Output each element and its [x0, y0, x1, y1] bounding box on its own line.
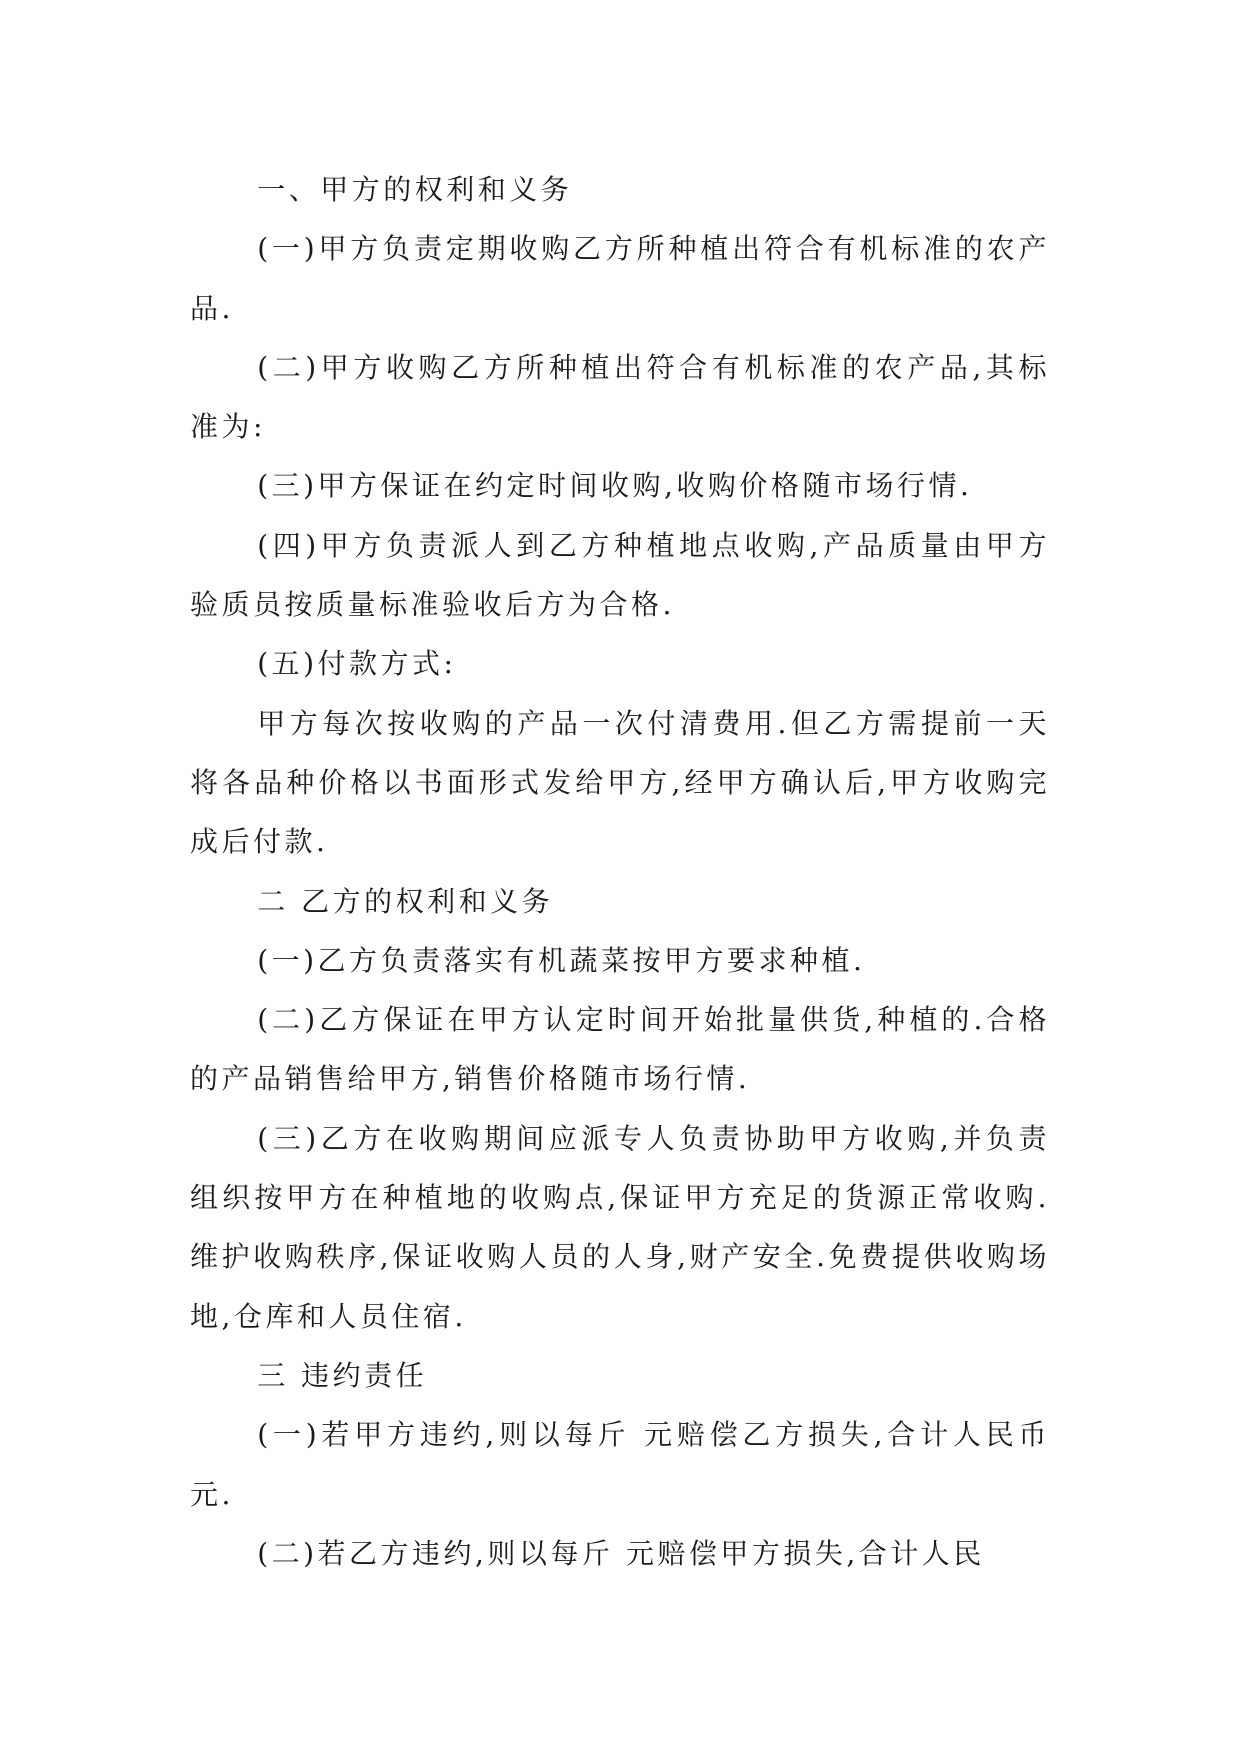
section-heading-party-a: 一、甲方的权利和义务 — [257, 173, 573, 206]
clause-a-3: (三)甲方保证在约定时间收购,收购价格随市场行情. — [257, 469, 973, 503]
clause-a-1: (一)甲方负责定期收购乙方所种植出符合有机标准的农产品. — [190, 232, 1050, 325]
clause-a-2: (二)甲方收购乙方所种植出符合有机标准的农产品,其标准为: — [190, 350, 1050, 444]
clause-breach-1: (一)若甲方违约,则以每斤 元赔偿乙方损失,合计人民币 元. — [190, 1418, 1050, 1511]
clause-a-5-detail: 甲方每次按收购的产品一次付清费用.但乙方需提前一天将各品种价格以书面形式发给甲方,经甲方确认后,甲方收购完成后付款. — [190, 706, 1050, 859]
clause-a-4: (四)甲方负责派人到乙方种植地点收购,产品质量由甲方验质员按质量标准验收后方为合格. — [190, 528, 1050, 622]
clause-b-2: (二)乙方保证在甲方认定时间开始批量供货,种植的.合格的产品销售给甲方,销售价格随市场行情. — [190, 1003, 1050, 1096]
clause-b-3: (三)乙方在收购期间应派专人负责协助甲方收购,并负责组织按甲方在种植地的收购点,保证甲方充足的货源正常收购.维护收购秩序,保证收购人员的人身,财产安全.免费提供收购场地,仓库和人员住宿. — [190, 1121, 1050, 1333]
clause-b-1: (一)乙方负责落实有机蔬菜按甲方要求种植. — [257, 943, 866, 977]
section-heading-party-b: 二 乙方的权利和义务 — [257, 884, 554, 918]
section-heading-breach: 三 违约责任 — [257, 1358, 428, 1392]
clause-breach-2: (二)若乙方违约,则以每斤 元赔偿甲方损失,合计人民 — [257, 1536, 985, 1570]
clause-a-5: (五)付款方式: — [257, 647, 457, 681]
document-body — [190, 160, 1050, 1583]
